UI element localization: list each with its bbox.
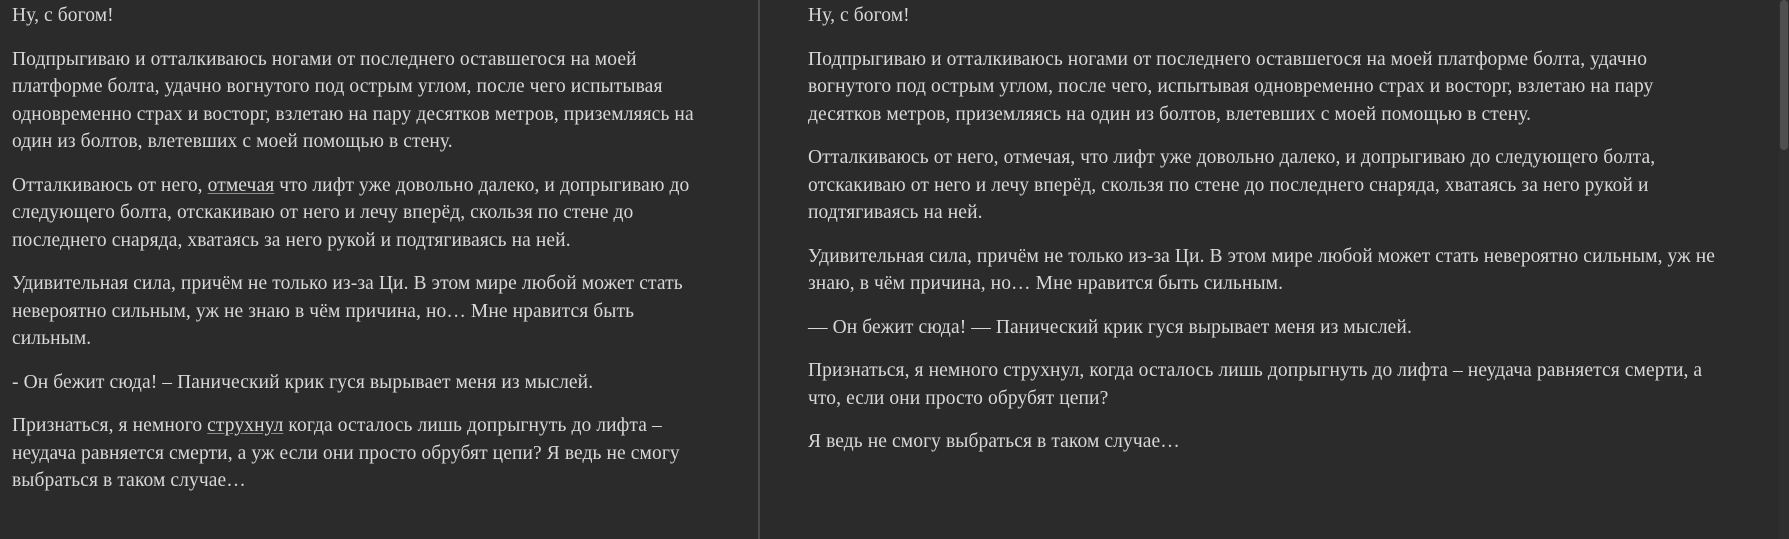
paragraph [808,357,1729,412]
corrected-text-body[interactable] [808,2,1729,456]
text-run: Подпрыгиваю и отталкиваюсь ногами от последнего оставшегося на моей платформе болта, удачно вогнутого под острым углом, после чего испытывая одновременно страх и восторг, взлетаю на пару десятков метров, приземляясь на один из болтов, влетевших с моей помощью в стену. [12,48,694,152]
paragraph [808,2,1729,30]
paragraph [808,243,1729,298]
text-run: Отталкиваюсь от него, отмечая, что лифт уже довольно далеко, и допрыгиваю до следующего болта, отскакиваю от него и лечу вперёд, скользя по стене до последнего снаряда, хватаясь за него рукой и подтягиваясь на ней. [808,147,1656,223]
text-run: Признаться, я немного [12,415,208,436]
paragraph [808,46,1729,129]
text-run: Отталкиваюсь от него, [12,174,208,196]
text-run: Удивительная сила, причём не только из-за Ци. В этом мире любой может стать невероятно сильным, уж не знаю в чём причина, но… Мне нравится быть сильным. [12,273,683,349]
spellcheck-flagged-word[interactable]: отмечая [207,174,275,196]
original-text-body[interactable] [12,2,698,495]
pane-gap [760,0,796,539]
text-run: Ну, с богом! [12,5,114,26]
paragraph [12,270,698,353]
vertical-scrollbar[interactable] [1779,0,1789,539]
left-pane-edge [0,0,3,539]
scrollbar-thumb[interactable] [1780,0,1788,150]
text-run: — Он бежит сюда! — Панический крик гуся вырывает меня из мыслей. [808,316,1412,338]
text-run: что лифт уже довольно далеко, и допрыгиваю до следующего болта, отскакиваю от него и лечу вперёд, скользя по стене до последнего снаряда, хватаясь за него рукой и подтягиваясь на ней. [12,174,690,251]
spellcheck-flagged-word[interactable]: струхнул [207,415,284,436]
paragraph [808,314,1729,342]
right-pane-edge [796,0,799,539]
text-run: Подпрыгиваю и отталкиваюсь ногами от последнего оставшегося на моей платформе болта, удачно вогнутого под острым углом, после чего, испытывая одновременно страх и восторг, взлетаю на пару десятков метров, приземляясь на один из болтов, влетевших с моей помощью в стену. [808,48,1654,125]
original-text-pane[interactable] [0,0,758,539]
text-run: Ну, с богом! [808,5,910,26]
text-run: Удивительная сила, причём не только из-за Ци. В этом мире любой может стать невероятно сильным, уж не знаю, в чём причина, но… Мне нравится быть сильным. [808,245,1715,294]
text-run: - Он бежит сюда! – Панический крик гуся вырывает меня из мыслей. [12,371,594,393]
text-run: Я ведь не смогу выбраться в таком случае… [808,431,1180,452]
paragraph [12,46,698,156]
paragraph [12,172,698,255]
corrected-text-pane[interactable] [796,0,1789,539]
text-run: когда осталось лишь допрыгнуть до лифта – неудача равняется смерти, а уж если они просто обрубят цепи? Я ведь не смогу выбраться в таком случае… [12,415,680,491]
paragraph [12,412,698,495]
paragraph [12,2,698,30]
paragraph [808,144,1729,227]
text-run: Признаться, я немного струхнул, когда осталось лишь допрыгнуть до лифта – неудача равняется смерти, а что, если они просто обрубят цепи? [808,360,1703,409]
paragraph [808,428,1729,456]
paragraph [12,369,698,397]
